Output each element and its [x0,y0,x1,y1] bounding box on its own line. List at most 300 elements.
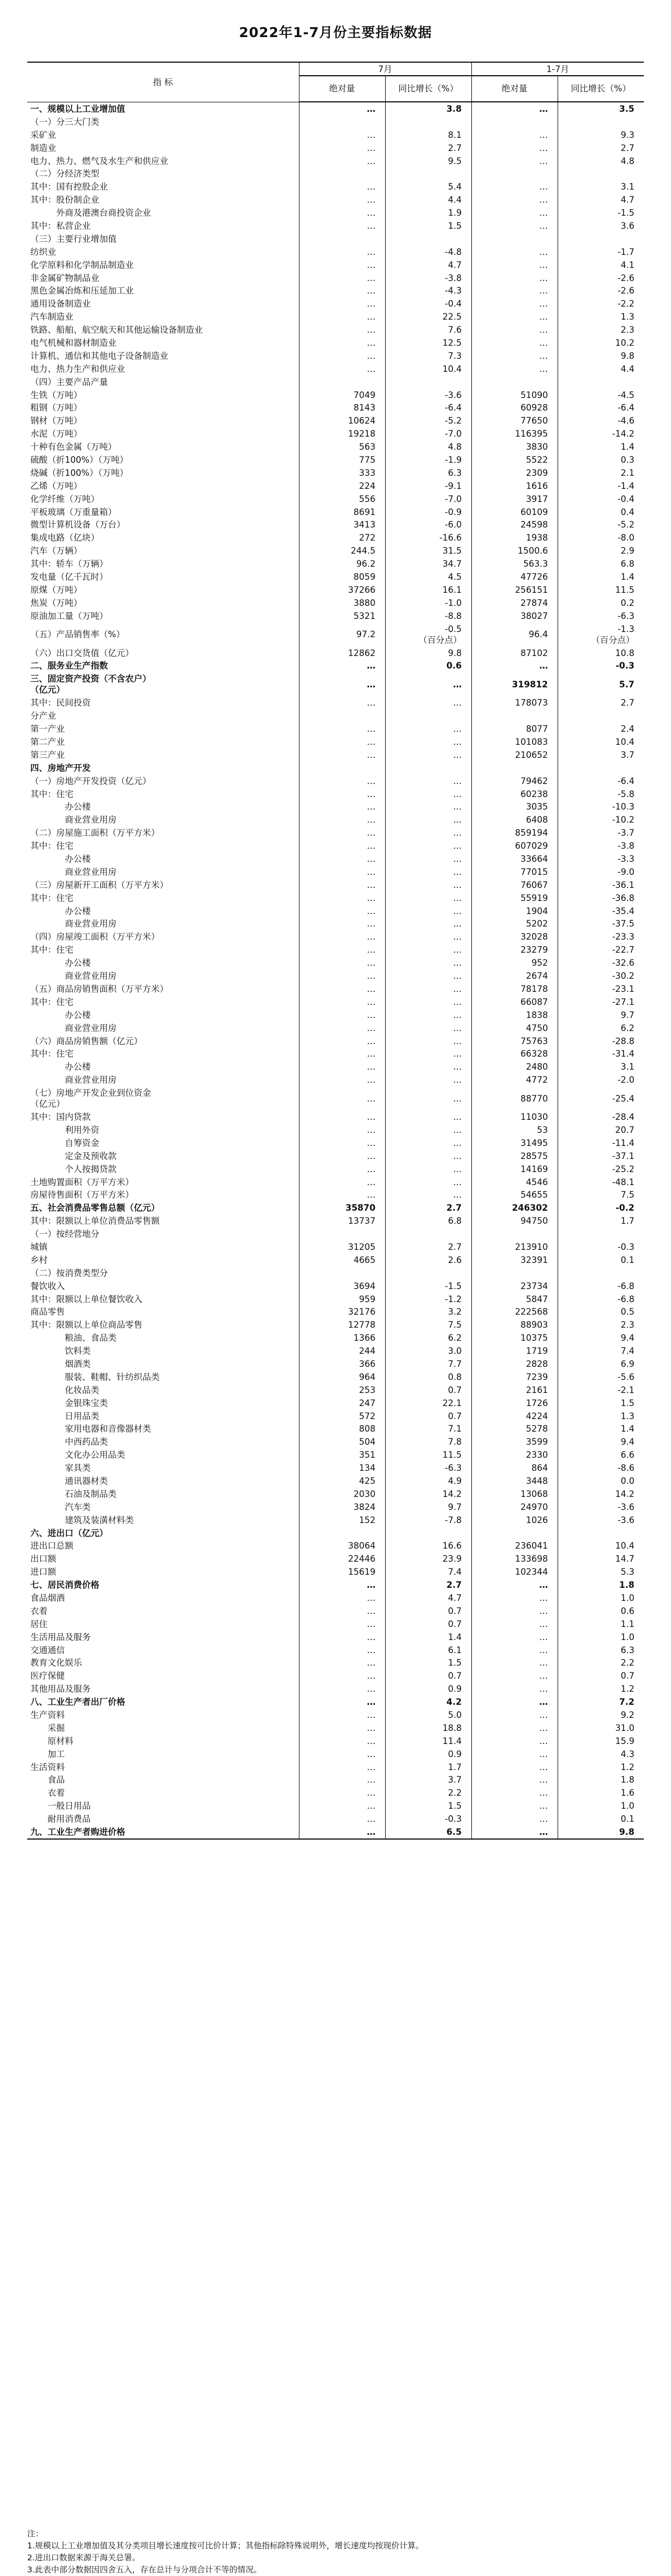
ytd-value: 1726 [471,1397,558,1410]
jul-growth: 6.2 [385,1331,471,1344]
jul-value: 22446 [299,1552,385,1565]
indicator-name: 其中：私营企业 [30,220,91,231]
ytd-growth: 0.2 [558,596,644,610]
table-row [27,1357,644,1371]
ytd-growth: -2.2 [558,297,644,310]
ytd-growth: -5.8 [558,788,644,801]
ytd-value: 60109 [471,506,558,519]
jul-value: … [299,982,385,996]
ytd-value: 5847 [471,1293,558,1306]
table-row [27,1397,644,1410]
ytd-growth: -27.1 [558,996,644,1009]
indicator-name: （一）分三大门类 [30,116,99,127]
indicator-name: 衣着 [30,1788,65,1798]
table-row [27,1474,644,1488]
ytd-value: … [471,155,558,168]
jul-growth: -7.0 [385,427,471,440]
ytd-growth: -4.6 [558,414,644,427]
ytd-growth: 14.7 [558,1552,644,1565]
ytd-growth: -4.5 [558,389,644,402]
ytd-value: 24598 [471,519,558,532]
indicator-name: 耐用消费品 [30,1814,91,1824]
jul-value: 97.2 [299,623,385,647]
indicator-name: 硫酸（折100%）（万吨） [30,454,129,465]
jul-growth: 2.7 [385,1240,471,1254]
jul-growth: 0.7 [385,1618,471,1631]
ytd-value: 213910 [471,1240,558,1254]
table-row [27,1280,644,1293]
ytd-growth: -0.3 [558,660,644,673]
jul-growth: -1.2 [385,1293,471,1306]
ytd-growth: 9.7 [558,1009,644,1022]
jul-value: … [299,1761,385,1774]
jul-growth: 9.5 [385,155,471,168]
indicator-name: 家具类 [30,1463,91,1473]
table-row [27,310,644,323]
ytd-value: … [471,1708,558,1722]
ytd-value: … [471,310,558,323]
ytd-growth: 4.7 [558,193,644,206]
ytd-value: 319812 [471,672,558,696]
ytd-growth: -23.1 [558,982,644,996]
jul-value: … [299,180,385,193]
jul-value: 10624 [299,414,385,427]
indicator-name: 粗钢（万吨） [30,403,82,413]
indicator-name: 其中：住宅 [30,789,74,799]
ytd-value: 102344 [471,1565,558,1578]
table-row [27,1605,644,1618]
indicator-name: 办公楼 [30,1062,91,1072]
jul-growth: … [385,801,471,814]
jul-growth: 9.8 [385,647,471,660]
jul-growth: … [385,1137,471,1150]
table-row [27,1786,644,1799]
table-row [27,596,644,610]
ytd-value: 79462 [471,775,558,788]
jul-growth: 7.6 [385,323,471,336]
ytd-growth: -2.6 [558,284,644,297]
table-row [27,1009,644,1022]
indicator-table-container [27,62,644,1840]
ytd-growth: 1.2 [558,1761,644,1774]
ytd-value: 88903 [471,1318,558,1331]
table-row [27,1761,644,1774]
indicator-name: 焦炭（万吨） [30,598,82,608]
jul-value: … [299,1708,385,1722]
ytd-growth: -31.4 [558,1047,644,1060]
jul-growth: 2.7 [385,1578,471,1591]
indicator-column-header: 指 标 [27,62,299,102]
ytd-value: … [471,102,558,115]
table-row [27,1163,644,1176]
indicator-name: 十种有色金属（万吨） [30,442,117,452]
ytd-growth: 2.7 [558,696,644,709]
ytd-value [471,762,558,775]
ytd-value: 27874 [471,596,558,610]
table-row [27,1035,644,1048]
ytd-value: … [471,206,558,219]
table-row [27,1552,644,1565]
indicator-name: （六）商品房销售额（亿元） [30,1036,143,1046]
jul-value: … [299,1682,385,1695]
table-row [27,788,644,801]
indicator-name: 进口额 [30,1567,56,1577]
ytd-growth: -37.5 [558,918,644,931]
jul-growth: … [385,696,471,709]
ytd-value: … [471,142,558,155]
indicator-name: 电气机械和器材制造业 [30,337,117,348]
ytd-value: 77650 [471,414,558,427]
indicator-name: 食品烟酒 [30,1593,65,1603]
ytd-value: 1938 [471,531,558,544]
indicator-name: 自筹资金 [30,1138,99,1148]
ytd-growth: 1.1 [558,1618,644,1631]
jul-growth: 2.2 [385,1786,471,1799]
jul-growth: 6.1 [385,1644,471,1657]
table-row [27,1435,644,1448]
ytd-value: 4750 [471,1022,558,1035]
ytd-growth: -6.4 [558,775,644,788]
ytd-growth: -1.7 [558,245,644,259]
indicator-name: 教育文化娱乐 [30,1658,82,1668]
table-row [27,660,644,673]
ytd-growth: -30.2 [558,969,644,982]
jul-value: 37266 [299,583,385,596]
indicator-name: 城镇 [30,1242,48,1252]
jul-value: 272 [299,531,385,544]
ytd-growth: -22.7 [558,943,644,956]
ytd-value: … [471,1786,558,1799]
indicator-name: 汽车类 [30,1502,91,1512]
jul-growth [385,1267,471,1280]
indicator-name: 其中：国有控股企业 [30,182,108,192]
ytd-growth: 2.9 [558,544,644,557]
jul-value: … [299,969,385,982]
table-row [27,623,644,647]
indicator-name: （四）主要产品产量 [30,377,108,387]
ytd-growth: 1.0 [558,1591,644,1605]
jul-growth: … [385,813,471,826]
ytd-value: … [471,1748,558,1761]
jul-growth: … [385,892,471,905]
indicator-name: （二）按消费类型分 [30,1268,108,1278]
jul-value: … [299,193,385,206]
jul-growth: 7.4 [385,1565,471,1578]
jul-growth: 18.8 [385,1722,471,1735]
table-row [27,1060,644,1073]
ytd-growth [558,1267,644,1280]
ytd-growth: 1.4 [558,570,644,583]
ytd-value: 32028 [471,930,558,943]
ytd-value: 4546 [471,1176,558,1189]
ytd-growth: 14.2 [558,1488,644,1501]
indicator-name: 乡村 [30,1255,48,1265]
table-row [27,493,644,506]
ytd-value: 51090 [471,389,558,402]
jul-value: … [299,1695,385,1708]
jul-value: 8143 [299,401,385,414]
ytd-value: 23279 [471,943,558,956]
ytd-value: … [471,128,558,142]
jul-growth: 6.8 [385,1214,471,1227]
table-row [27,427,644,440]
jul-value: … [299,1176,385,1189]
table-row [27,453,644,466]
jul-growth: … [385,996,471,1009]
jul-value: … [299,1110,385,1123]
jul-growth: 16.6 [385,1540,471,1553]
jul-value: … [299,1022,385,1035]
ytd-growth: -36.8 [558,892,644,905]
ytd-growth [558,232,644,245]
jul-growth: -0.4 [385,297,471,310]
jul-value [299,1227,385,1240]
table-row [27,1722,644,1735]
ytd-value: 60238 [471,788,558,801]
jul-value: 3413 [299,519,385,532]
table-row [27,905,644,918]
jul-growth: 0.9 [385,1748,471,1761]
jul-growth: 7.5 [385,1318,471,1331]
ytd-growth: -8.0 [558,531,644,544]
ytd-value: … [471,1618,558,1631]
indicator-name: 进出口总额 [30,1541,74,1551]
indicator-name: 衣着 [30,1606,48,1616]
jul-growth: … [385,918,471,931]
indicator-name: 办公楼 [30,854,91,864]
jul-growth: … [385,748,471,762]
ytd-value: … [471,1605,558,1618]
jul-value: … [299,1123,385,1137]
table-row [27,1448,644,1461]
indicator-name: 其中：住宅 [30,1049,74,1059]
jul-growth [385,1227,471,1240]
indicator-name: 原油加工量（万吨） [30,611,108,621]
indicator-name: 商业营业用房 [30,815,117,825]
jul-growth: 9.7 [385,1501,471,1514]
indicator-name: 商业营业用房 [30,919,117,929]
jul-value: … [299,1060,385,1073]
jul-value: … [299,943,385,956]
indicator-name: 原煤（万吨） [30,584,82,595]
table-row [27,284,644,297]
ytd-growth: 6.8 [558,557,644,570]
jul-growth: … [385,943,471,956]
ytd-growth: -6.8 [558,1293,644,1306]
jul-value: 556 [299,493,385,506]
note-1: 1.规模以上工业增加值及其分类项目增长速度按可比价计算；其他指标除特殊说明外，增长速度均按现价计算。 [27,2541,424,2550]
indicator-name: 钢材（万吨） [30,416,82,426]
period-b-growth-header: 同比增长（%） [558,76,644,102]
table-row [27,1799,644,1812]
jul-value: 504 [299,1435,385,1448]
ytd-growth: -6.4 [558,401,644,414]
jul-value: 366 [299,1357,385,1371]
ytd-growth: -3.8 [558,839,644,852]
ytd-value: 24970 [471,1501,558,1514]
indicator-name: 商业营业用房 [30,1075,117,1085]
jul-growth: 22.1 [385,1397,471,1410]
jul-growth: -6.4 [385,401,471,414]
jul-growth: 0.8 [385,1371,471,1384]
jul-value: 333 [299,466,385,479]
jul-value: 8691 [299,506,385,519]
jul-value: … [299,142,385,155]
jul-value [299,1267,385,1280]
ytd-value: 77015 [471,865,558,879]
table-row [27,206,644,219]
jul-value [299,232,385,245]
jul-growth: 11.5 [385,1448,471,1461]
indicator-name: 化学纤维（万吨） [30,494,99,504]
table-row [27,167,644,180]
jul-growth: 11.4 [385,1735,471,1748]
jul-growth: … [385,982,471,996]
table-row [27,336,644,349]
jul-growth: 5.4 [385,180,471,193]
ytd-growth: 2.4 [558,722,644,735]
jul-growth: 34.7 [385,557,471,570]
ytd-growth: 1.5 [558,1397,644,1410]
jul-growth: 4.4 [385,193,471,206]
ytd-value: 31495 [471,1137,558,1150]
ytd-growth: 1.6 [558,1786,644,1799]
jul-value: … [299,1009,385,1022]
ytd-value: 75763 [471,1035,558,1048]
jul-value: … [299,735,385,748]
ytd-growth: 9.2 [558,1708,644,1722]
table-row [27,115,644,128]
indicator-name: 外商及港澳台商投资企业 [30,208,151,218]
jul-value: 96.2 [299,557,385,570]
indicator-name: 医疗保健 [30,1671,65,1681]
ytd-growth: 1.0 [558,1799,644,1812]
indicator-name: 金银珠宝类 [30,1398,108,1408]
ytd-value [471,115,558,128]
indicator-name: 中西药品类 [30,1437,108,1447]
indicator-name: 日用品类 [30,1411,99,1421]
table-row [27,672,644,696]
ytd-growth: 5.3 [558,1565,644,1578]
jul-growth: … [385,865,471,879]
ytd-growth: -25.4 [558,1086,644,1110]
indicator-name: 生活用品及服务 [30,1632,91,1642]
table-row [27,349,644,362]
indicator-name: 饮料类 [30,1346,91,1356]
table-row [27,943,644,956]
indicator-name: 利用外资 [30,1125,99,1135]
ytd-value: 7239 [471,1371,558,1384]
table-row [27,102,644,115]
ytd-value: 859194 [471,826,558,839]
table-row [27,956,644,969]
note-3: 3.此表中部分数据因四舍五入，存在总计与分项合计不等的情况。 [27,2565,262,2574]
table-row [27,1631,644,1644]
indicator-name: 交通通信 [30,1645,65,1655]
jul-growth: 0.7 [385,1410,471,1423]
ytd-growth: 6.2 [558,1022,644,1035]
table-row [27,1318,644,1331]
ytd-growth: 9.8 [558,349,644,362]
table-row [27,1176,644,1189]
ytd-value: 55919 [471,892,558,905]
ytd-growth: 3.1 [558,180,644,193]
ytd-value [471,1527,558,1540]
jul-growth: 7.7 [385,1357,471,1371]
table-row [27,142,644,155]
table-row [27,722,644,735]
table-row [27,826,644,839]
jul-growth: … [385,1163,471,1176]
jul-value: … [299,362,385,376]
indicator-name: 烟酒类 [30,1359,91,1369]
jul-growth: 1.4 [385,1631,471,1644]
indicator-name: 纺织业 [30,247,56,257]
table-row [27,1527,644,1540]
indicator-name: 八、工业生产者出厂价格 [30,1697,125,1707]
ytd-growth: 6.3 [558,1644,644,1657]
jul-growth: -0.3 [385,1812,471,1825]
jul-growth: … [385,839,471,852]
indicator-name: 其中：国内贷款 [30,1112,91,1122]
ytd-value: 60928 [471,401,558,414]
table-row [27,1254,644,1267]
indicator-name: 一般日用品 [30,1801,91,1811]
jul-growth: 3.7 [385,1774,471,1787]
jul-growth: … [385,722,471,735]
ytd-value: 5278 [471,1423,558,1436]
ytd-value: … [471,1761,558,1774]
jul-value: … [299,245,385,259]
jul-growth: -1.9 [385,453,471,466]
ytd-growth: 9.4 [558,1331,644,1344]
jul-value: … [299,1644,385,1657]
ytd-value: 133698 [471,1552,558,1565]
jul-growth: … [385,1188,471,1201]
ytd-value [471,167,558,180]
indicator-name: 汽车（万辆） [30,546,82,556]
indicator-name: （二）分经济类型 [30,169,99,179]
ytd-value: 1616 [471,479,558,493]
indicator-name: 九、工业生产者购进价格 [27,1825,299,1839]
jul-value: … [299,879,385,892]
jul-growth: -0.5 （百分点） [385,623,471,647]
jul-value: 35870 [299,1201,385,1214]
jul-value: 31205 [299,1240,385,1254]
indicator-name: 个人按揭贷款 [30,1164,117,1174]
indicator-name: 其中：股份制企业 [30,195,99,205]
ytd-growth: 1.0 [558,1631,644,1644]
ytd-growth: 10.4 [558,1540,644,1553]
ytd-growth: 3.1 [558,1060,644,1073]
table-header [27,62,644,102]
ytd-growth: 1.3 [558,1410,644,1423]
jul-growth: … [385,930,471,943]
jul-value: … [299,1047,385,1060]
indicator-name: 建筑及装潢材料类 [30,1515,134,1525]
jul-growth: … [385,1086,471,1110]
indicator-table [27,62,644,1840]
jul-value: … [299,102,385,115]
jul-value: … [299,826,385,839]
indicator-name: 制造业 [30,143,56,153]
ytd-growth: -28.4 [558,1110,644,1123]
indicator-name: 商业营业用房 [30,1023,117,1033]
indicator-name: 汽车制造业 [30,312,74,322]
jul-growth [385,232,471,245]
jul-value: … [299,801,385,814]
jul-value: … [299,996,385,1009]
